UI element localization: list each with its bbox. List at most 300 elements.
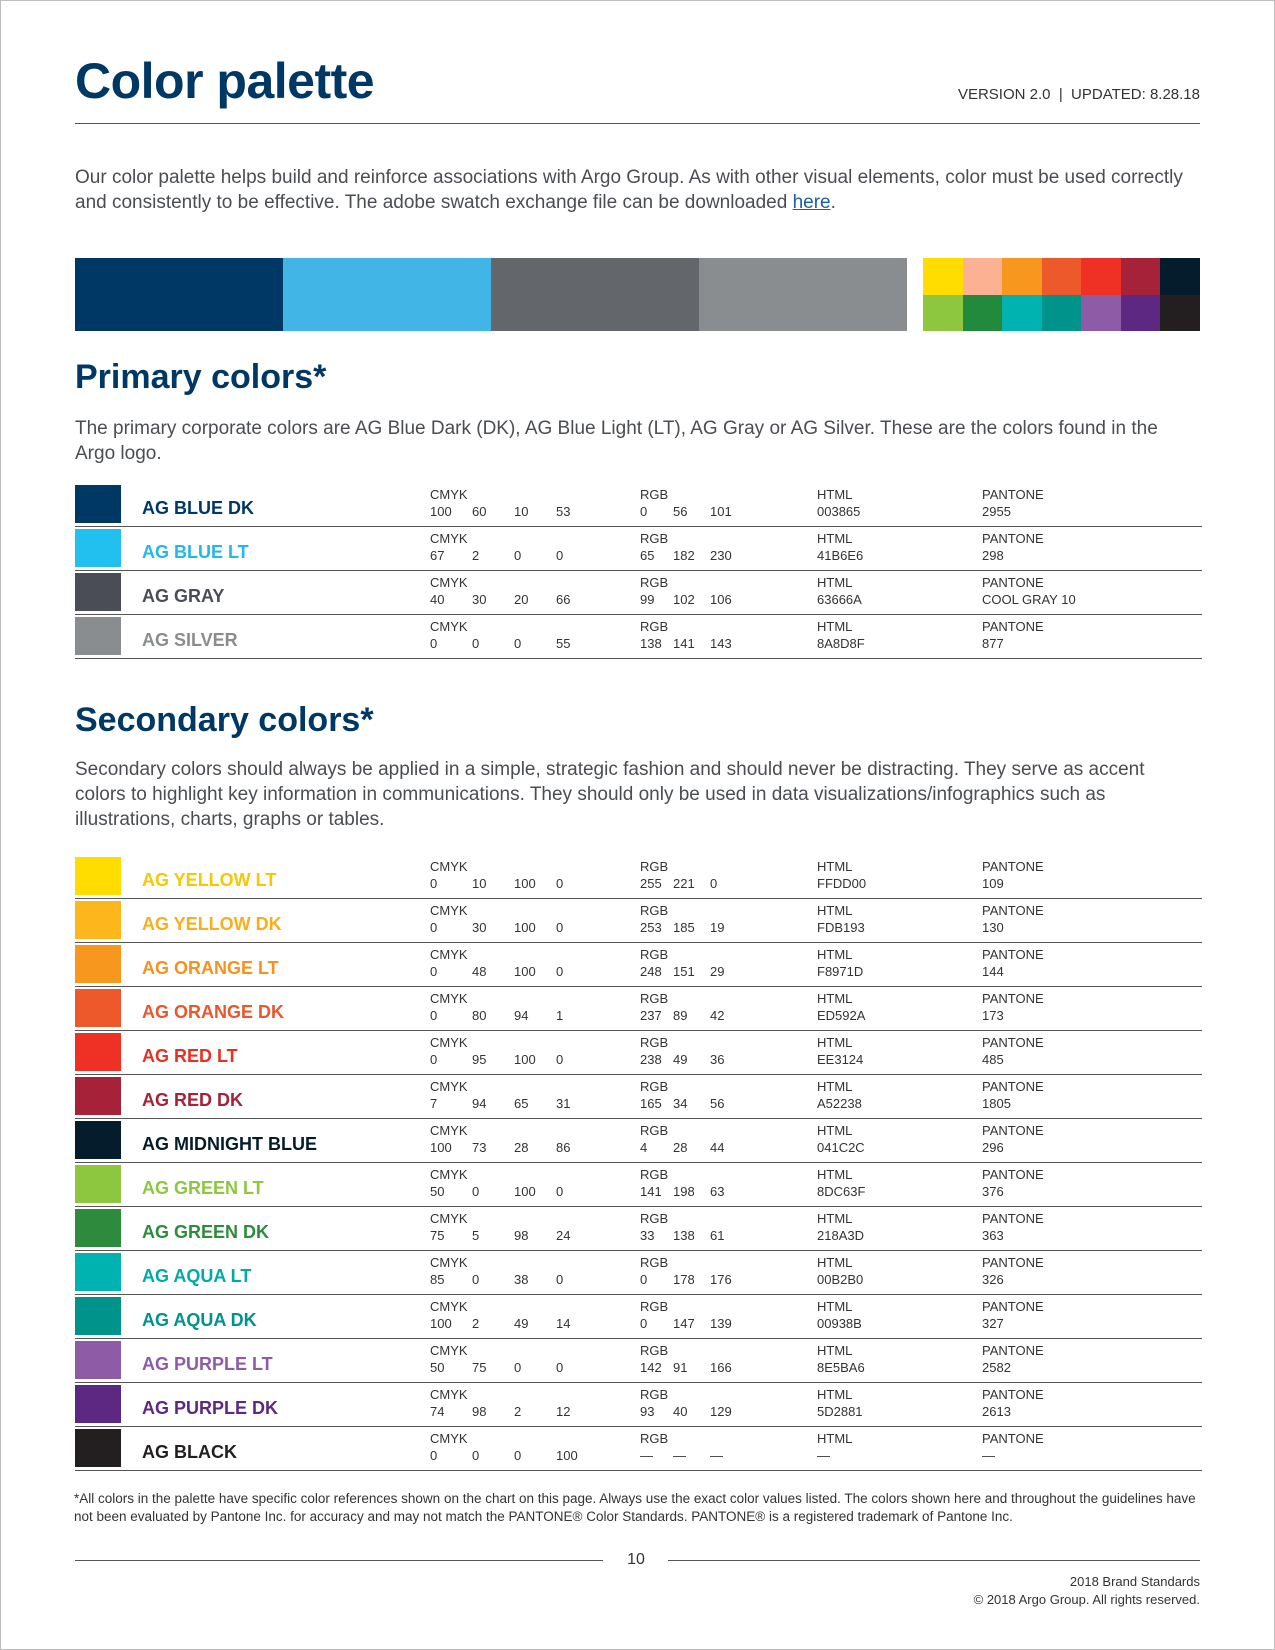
html-label: HTML	[817, 1167, 853, 1182]
rgb-value: 139	[710, 1316, 732, 1331]
rgb-value: 91	[673, 1360, 688, 1375]
cmyk-value: 66	[556, 592, 571, 607]
html-label: HTML	[817, 1211, 853, 1226]
pantone-value: 130	[982, 920, 1004, 935]
rgb-values	[640, 1359, 743, 1376]
cmyk-values	[430, 1051, 598, 1068]
html-label: HTML	[817, 1343, 853, 1358]
cmyk-value: 100	[514, 964, 536, 979]
cmyk-value: 0	[556, 1052, 564, 1067]
pantone-label: PANTONE	[982, 991, 1044, 1006]
primary-section-desc: The primary corporate colors are AG Blue Dark (DK), AG Blue Light (LT), AG Gray or AG Silver. These are the colors found in the Argo logo.	[75, 418, 1158, 464]
rgb-cell	[640, 1430, 743, 1464]
color-chip	[75, 1385, 121, 1423]
swatch-grid-block	[1002, 258, 1042, 295]
swatch-bar-block	[75, 258, 283, 331]
cmyk-cell	[430, 530, 598, 564]
rgb-value: 49	[673, 1052, 688, 1067]
rgb-value: 4	[640, 1140, 648, 1155]
rgb-value: 40	[673, 1404, 688, 1419]
color-chip	[75, 1297, 121, 1335]
cmyk-label: CMYK	[430, 1343, 468, 1358]
pantone-cell	[982, 1122, 1044, 1156]
html-label: HTML	[817, 575, 853, 590]
cmyk-values	[430, 1447, 598, 1464]
rgb-values	[640, 875, 743, 892]
cmyk-value: 10	[472, 876, 487, 891]
cmyk-values	[430, 1359, 598, 1376]
pantone-value: —	[982, 1448, 995, 1463]
cmyk-value: 40	[430, 592, 445, 607]
rgb-cell	[640, 618, 743, 652]
cmyk-cell	[430, 1210, 598, 1244]
cmyk-value: 20	[514, 592, 529, 607]
cmyk-label: CMYK	[430, 1167, 468, 1182]
rgb-value: 101	[710, 504, 732, 519]
cmyk-label: CMYK	[430, 947, 468, 962]
rgb-values	[640, 1183, 743, 1200]
rgb-value: 0	[640, 1272, 648, 1287]
rgb-cell	[640, 1034, 743, 1068]
rgb-label: RGB	[640, 991, 669, 1006]
pantone-label: PANTONE	[982, 1123, 1044, 1138]
cmyk-values	[430, 1139, 598, 1156]
footnote: *All colors in the palette have specific color references shown on the chart on this page. Always use the exact color values listed. The colors shown here and throughout the guidelines have not been evaluated by Pantone Inc. for accuracy and may not match the PANTONE® Color Standards. PANTONE® is a registered trademark of Pantone Inc.	[74, 1491, 1196, 1524]
color-row	[75, 899, 1202, 943]
color-chip	[75, 529, 121, 567]
cmyk-value: 31	[556, 1096, 571, 1111]
cmyk-value: 0	[430, 1008, 438, 1023]
pantone-value: 144	[982, 964, 1004, 979]
cmyk-value: 74	[430, 1404, 445, 1419]
cmyk-value: 0	[556, 1272, 564, 1287]
cmyk-value: 5	[472, 1228, 480, 1243]
cmyk-values	[430, 963, 598, 980]
html-label: HTML	[817, 1387, 853, 1402]
rgb-value: —	[640, 1448, 653, 1463]
cmyk-cell	[430, 902, 598, 936]
rgb-values	[640, 919, 743, 936]
swatch-grid-block	[1042, 295, 1082, 331]
html-value: 00B2B0	[817, 1272, 864, 1287]
cmyk-values	[430, 591, 598, 608]
rgb-value: 147	[673, 1316, 695, 1331]
color-chip	[75, 857, 121, 895]
pantone-cell	[982, 1210, 1044, 1244]
html-label: HTML	[817, 1035, 853, 1050]
rgb-label: RGB	[640, 859, 669, 874]
color-row	[75, 527, 1202, 571]
cmyk-value: 30	[472, 592, 487, 607]
pantone-label: PANTONE	[982, 1431, 1044, 1446]
pantone-cell	[982, 1430, 1044, 1464]
rgb-value: 65	[640, 548, 655, 563]
pantone-value: 298	[982, 548, 1004, 563]
cmyk-value: 7	[430, 1096, 438, 1111]
html-cell	[817, 1210, 864, 1244]
pantone-value: 327	[982, 1316, 1004, 1331]
html-value: 41B6E6	[817, 548, 864, 563]
cmyk-label: CMYK	[430, 903, 468, 918]
cmyk-value: 28	[514, 1140, 529, 1155]
rgb-values	[640, 1315, 743, 1332]
color-name: AG PURPLE DK	[142, 1398, 279, 1418]
html-cell	[817, 1122, 865, 1156]
color-chip	[75, 617, 121, 655]
cmyk-cell	[430, 990, 598, 1024]
html-cell	[817, 486, 860, 520]
cmyk-cell	[430, 1034, 598, 1068]
rgb-value: 221	[673, 876, 695, 891]
rgb-values	[640, 1227, 743, 1244]
rgb-value: 93	[640, 1404, 655, 1419]
html-value: 63666A	[817, 592, 862, 607]
cmyk-value: 65	[514, 1096, 529, 1111]
rgb-label: RGB	[640, 531, 669, 546]
cmyk-value: 94	[472, 1096, 487, 1111]
footer-brand-standards: 2018 Brand Standards	[1069, 1574, 1200, 1589]
rgb-label: RGB	[640, 1211, 669, 1226]
cmyk-value: 0	[430, 964, 438, 979]
cmyk-value: 0	[472, 636, 480, 651]
rgb-value: 89	[673, 1008, 688, 1023]
swatch-grid-block	[1121, 295, 1161, 331]
cmyk-cell	[430, 858, 598, 892]
cmyk-label: CMYK	[430, 619, 468, 634]
rgb-values	[640, 1139, 743, 1156]
rgb-cell	[640, 1166, 743, 1200]
html-cell	[817, 574, 862, 608]
pantone-cell	[982, 1034, 1044, 1068]
pantone-cell	[982, 618, 1044, 652]
color-row	[75, 1427, 1202, 1471]
rgb-value: 182	[673, 548, 695, 563]
swatch-bar-block	[491, 258, 699, 331]
cmyk-value: 100	[514, 920, 536, 935]
rgb-value: 42	[710, 1008, 725, 1023]
html-label: HTML	[817, 1123, 853, 1138]
secondary-swatch-grid	[923, 258, 1200, 331]
html-label: HTML	[817, 859, 853, 874]
cmyk-values	[430, 547, 598, 564]
primary-section-title: Primary colors*	[75, 358, 327, 396]
html-cell	[817, 1254, 863, 1288]
pantone-cell	[982, 946, 1044, 980]
rgb-value: 102	[673, 592, 695, 607]
pantone-label: PANTONE	[982, 1167, 1044, 1182]
cmyk-value: 2	[514, 1404, 522, 1419]
pantone-value: 109	[982, 876, 1004, 891]
cmyk-cell	[430, 618, 598, 652]
pantone-label: PANTONE	[982, 1299, 1044, 1314]
pantone-value: 2582	[982, 1360, 1011, 1375]
swatch-grid-block	[1002, 295, 1042, 331]
cmyk-value: 38	[514, 1272, 529, 1287]
cmyk-value: 0	[556, 876, 564, 891]
pantone-value: 173	[982, 1008, 1004, 1023]
download-swatch-link[interactable]: here	[792, 192, 831, 213]
pantone-cell	[982, 486, 1044, 520]
primary-color-table	[75, 483, 1202, 659]
rgb-value: 29	[710, 964, 725, 979]
pantone-cell	[982, 858, 1044, 892]
footer-copyright: © 2018 Argo Group. All rights reserved.	[973, 1592, 1200, 1607]
pantone-cell	[982, 902, 1044, 936]
color-chip	[75, 573, 121, 611]
color-name: AG AQUA DK	[142, 1310, 257, 1330]
rgb-label: RGB	[640, 1255, 669, 1270]
rgb-label: RGB	[640, 1035, 669, 1050]
html-value: FFDD00	[817, 876, 867, 891]
color-row	[75, 571, 1202, 615]
rgb-value: 141	[640, 1184, 662, 1199]
header-divider	[75, 123, 1200, 124]
pantone-label: PANTONE	[982, 1079, 1044, 1094]
rgb-cell	[640, 1122, 743, 1156]
rgb-cell	[640, 486, 743, 520]
cmyk-cell	[430, 1430, 598, 1464]
rgb-value: 143	[710, 636, 732, 651]
color-chip	[75, 1165, 121, 1203]
cmyk-value: 85	[430, 1272, 445, 1287]
swatch-grid-block	[963, 295, 1003, 331]
swatch-grid-block	[1081, 295, 1121, 331]
rgb-value: 0	[640, 504, 648, 519]
rgb-value: 253	[640, 920, 662, 935]
color-chip	[75, 1121, 121, 1159]
cmyk-label: CMYK	[430, 531, 468, 546]
cmyk-value: 50	[430, 1184, 445, 1199]
rgb-value: 166	[710, 1360, 732, 1375]
html-label: HTML	[817, 487, 853, 502]
swatch-grid-block	[1160, 258, 1200, 295]
cmyk-value: 0	[556, 1184, 564, 1199]
rgb-value: 178	[673, 1272, 695, 1287]
rgb-value: 34	[673, 1096, 688, 1111]
html-label: HTML	[817, 1299, 853, 1314]
html-value: 218A3D	[817, 1228, 864, 1243]
color-chip	[75, 945, 121, 983]
rgb-cell	[640, 1298, 743, 1332]
rgb-value: 142	[640, 1360, 662, 1375]
color-name: AG PURPLE LT	[142, 1354, 273, 1374]
rgb-value: 0	[710, 876, 718, 891]
html-cell	[817, 530, 863, 564]
cmyk-cell	[430, 1342, 598, 1376]
cmyk-value: 60	[472, 504, 487, 519]
pantone-label: PANTONE	[982, 1211, 1044, 1226]
pantone-cell	[982, 990, 1044, 1024]
html-cell	[817, 858, 866, 892]
pantone-label: PANTONE	[982, 859, 1044, 874]
cmyk-value: 2	[472, 1316, 480, 1331]
html-cell	[817, 1166, 865, 1200]
cmyk-value: 0	[430, 1448, 438, 1463]
rgb-label: RGB	[640, 1123, 669, 1138]
cmyk-value: 12	[556, 1404, 571, 1419]
rgb-value: —	[673, 1448, 686, 1463]
html-value: F8971D	[817, 964, 864, 979]
cmyk-cell	[430, 1386, 598, 1420]
cmyk-value: 24	[556, 1228, 571, 1243]
html-value: A52238	[817, 1096, 862, 1111]
cmyk-value: 50	[430, 1360, 445, 1375]
color-chip	[75, 485, 121, 523]
color-row	[75, 1251, 1202, 1295]
cmyk-label: CMYK	[430, 859, 468, 874]
color-chip	[75, 1253, 121, 1291]
color-name: AG RED LT	[142, 1046, 238, 1066]
rgb-cell	[640, 1254, 743, 1288]
cmyk-value: 100	[514, 1184, 536, 1199]
rgb-value: 106	[710, 592, 732, 607]
cmyk-label: CMYK	[430, 1079, 468, 1094]
cmyk-value: 95	[472, 1052, 487, 1067]
rgb-label: RGB	[640, 947, 669, 962]
color-row	[75, 1031, 1202, 1075]
rgb-values	[640, 1403, 743, 1420]
cmyk-label: CMYK	[430, 1431, 468, 1446]
rgb-value: 185	[673, 920, 695, 935]
html-value: FDB193	[817, 920, 865, 935]
cmyk-label: CMYK	[430, 1123, 468, 1138]
version-info: VERSION 2.0 | UPDATED: 8.28.18	[957, 86, 1200, 103]
cmyk-label: CMYK	[430, 487, 468, 502]
rgb-value: 33	[640, 1228, 655, 1243]
swatch-bar-block	[283, 258, 491, 331]
cmyk-value: 0	[556, 548, 564, 563]
rgb-values	[640, 635, 743, 652]
rgb-value: 0	[640, 1316, 648, 1331]
html-cell	[817, 618, 865, 652]
cmyk-value: 48	[472, 964, 487, 979]
cmyk-value: 73	[472, 1140, 487, 1155]
rgb-value: 56	[673, 504, 688, 519]
html-value: 5D2881	[817, 1404, 863, 1419]
pantone-cell	[982, 1254, 1044, 1288]
html-value: 8E5BA6	[817, 1360, 865, 1375]
html-label: HTML	[817, 991, 853, 1006]
html-cell	[817, 1298, 862, 1332]
cmyk-value: 0	[472, 1448, 480, 1463]
cmyk-values	[430, 1007, 598, 1024]
rgb-value: 237	[640, 1008, 662, 1023]
color-row	[75, 1295, 1202, 1339]
pantone-value: 877	[982, 636, 1004, 651]
rgb-label: RGB	[640, 1431, 669, 1446]
html-label: HTML	[817, 1079, 853, 1094]
color-row	[75, 1163, 1202, 1207]
html-value: ED592A	[817, 1008, 866, 1023]
cmyk-values	[430, 635, 598, 652]
cmyk-cell	[430, 1078, 598, 1112]
rgb-values	[640, 1007, 743, 1024]
rgb-value: 44	[710, 1140, 725, 1155]
color-name: AG GRAY	[142, 586, 225, 606]
color-chip	[75, 1077, 121, 1115]
rgb-cell	[640, 530, 743, 564]
html-cell	[817, 902, 865, 936]
html-value: EE3124	[817, 1052, 864, 1067]
html-cell	[817, 1386, 863, 1420]
html-label: HTML	[817, 619, 853, 634]
cmyk-label: CMYK	[430, 575, 468, 590]
rgb-values	[640, 1447, 743, 1464]
rgb-value: 56	[710, 1096, 725, 1111]
html-cell	[817, 1078, 862, 1112]
cmyk-cell	[430, 1122, 598, 1156]
rgb-values	[640, 963, 743, 980]
rgb-cell	[640, 1210, 743, 1244]
color-name: AG YELLOW DK	[142, 914, 282, 934]
cmyk-value: 0	[514, 1360, 522, 1375]
cmyk-cell	[430, 574, 598, 608]
swatch-grid-block	[923, 295, 963, 331]
cmyk-value: 0	[556, 964, 564, 979]
color-chip	[75, 989, 121, 1027]
rgb-value: 129	[710, 1404, 732, 1419]
cmyk-value: 0	[556, 920, 564, 935]
pantone-label: PANTONE	[982, 1343, 1044, 1358]
rgb-cell	[640, 1386, 743, 1420]
cmyk-value: 53	[556, 504, 571, 519]
primary-swatch-bar	[75, 258, 907, 331]
cmyk-cell	[430, 1298, 598, 1332]
rgb-cell	[640, 946, 743, 980]
html-value: —	[817, 1448, 830, 1463]
color-row	[75, 1075, 1202, 1119]
html-cell	[817, 1034, 863, 1068]
html-cell	[817, 946, 863, 980]
rgb-value: 36	[710, 1052, 725, 1067]
pantone-cell	[982, 1078, 1044, 1112]
rgb-label: RGB	[640, 1299, 669, 1314]
cmyk-value: 0	[430, 636, 438, 651]
color-row	[75, 1383, 1202, 1427]
color-row	[75, 855, 1202, 899]
cmyk-value: 1	[556, 1008, 564, 1023]
color-name: AG ORANGE LT	[142, 958, 279, 978]
rgb-value: 138	[640, 636, 662, 651]
rgb-value: —	[710, 1448, 723, 1463]
intro-paragraph	[75, 165, 1200, 215]
rgb-value: 141	[673, 636, 695, 651]
html-label: HTML	[817, 531, 853, 546]
rgb-cell	[640, 1342, 743, 1376]
rgb-cell	[640, 1078, 743, 1112]
swatch-grid-block	[963, 258, 1003, 295]
rgb-value: 238	[640, 1052, 662, 1067]
color-chip	[75, 901, 121, 939]
html-value: 8A8D8F	[817, 636, 865, 651]
rgb-cell	[640, 858, 743, 892]
cmyk-value: 14	[556, 1316, 571, 1331]
pantone-cell	[982, 1342, 1044, 1376]
swatch-bar-block	[699, 258, 907, 331]
cmyk-value: 75	[430, 1228, 445, 1243]
color-name: AG MIDNIGHT BLUE	[142, 1134, 317, 1154]
swatch-grid-block	[923, 258, 963, 295]
cmyk-value: 98	[472, 1404, 487, 1419]
color-row	[75, 1339, 1202, 1383]
rgb-value: 248	[640, 964, 662, 979]
cmyk-value: 100	[430, 504, 452, 519]
color-name: AG GREEN LT	[142, 1178, 264, 1198]
page-number: 10	[627, 1551, 645, 1568]
intro-text: Our color palette helps build and reinforce associations with Argo Group. As with other visual elements, color must be used correctly and consistently to be effective. The adobe swatch exchange file can be downloaded	[75, 167, 1183, 213]
swatch-grid-block	[1160, 295, 1200, 331]
cmyk-value: 30	[472, 920, 487, 935]
